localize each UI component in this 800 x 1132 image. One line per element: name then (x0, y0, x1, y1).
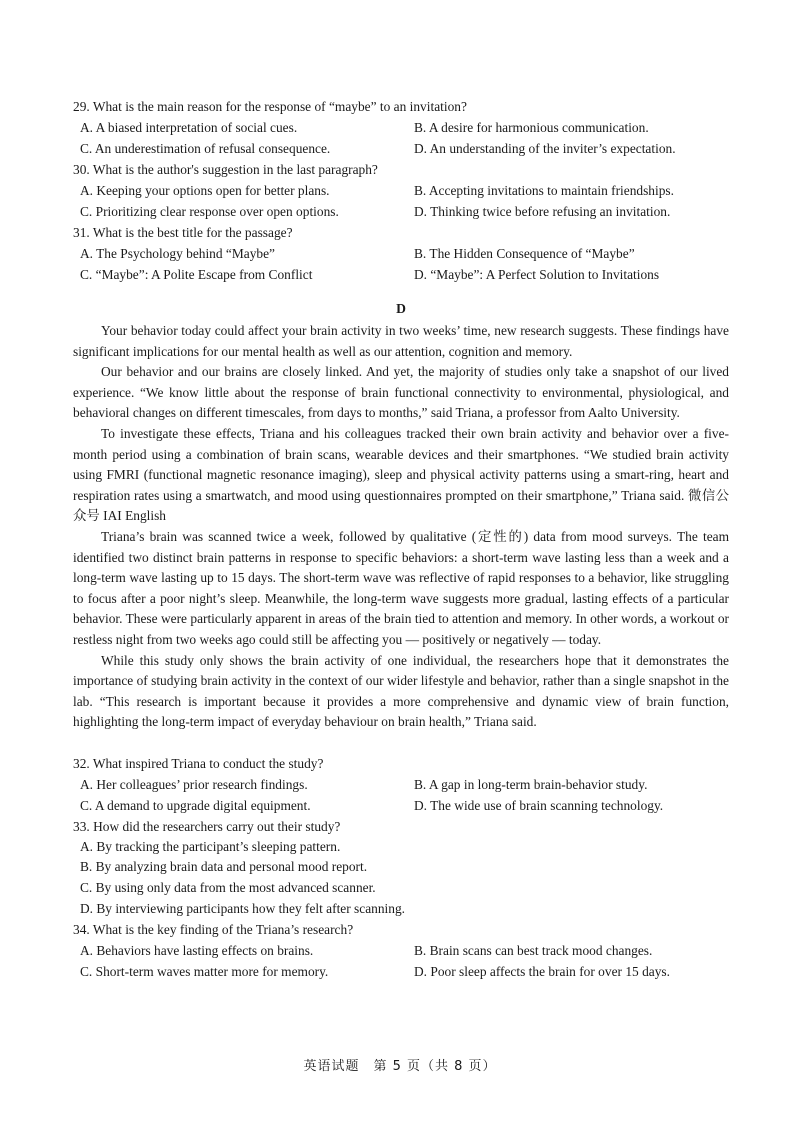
option-33-c: C. By using only data from the most advanced scanner. (80, 880, 376, 896)
passage-paragraph: Our behavior and our brains are closely linked. And yet, the majority of studies only take a snapshot of our lived experience. “We know little about the response of brain functional connectivity to environmental, physiological, and behavioral changes on different timescales, from days to months,” said Triana, a professor from Aalto University. (73, 364, 729, 421)
option-31-b: B. The Hidden Consequence of “Maybe” (414, 246, 635, 261)
option-32-d: D. The wide use of brain scanning technology. (414, 797, 664, 813)
option-30-d: D. Thinking twice before refusing an invitation. (414, 204, 671, 219)
option-29-a: A. A biased interpretation of social cues. (80, 120, 298, 135)
question-31-stem: 31. What is the best title for the passage? (73, 225, 293, 240)
option-29-d: D. An understanding of the inviter’s expectation. (414, 141, 676, 156)
question-30-options (73, 180, 729, 222)
option-34-b: B. Brain scans can best track mood changes. (414, 943, 653, 959)
page-footer: 英语试题 第 5 页（共 8 页） (303, 1059, 497, 1074)
option-33-d: D. By interviewing participants how they felt after scanning. (80, 900, 406, 916)
option-32-a: A. Her colleagues’ prior research findings. (80, 776, 308, 792)
option-34-a: A. Behaviors have lasting effects on brains. (80, 943, 314, 959)
question-31-options (73, 243, 729, 285)
passage-paragraph: Triana’s brain was scanned twice a week, followed by qualitative (定性的) data from mood surveys. The team identified two distinct brain patterns in response to specific behaviors: a short-term wave lasting less than a week and a long-term wave lasting up to 15 days. The short-term wave was reflective of rapid responses to a behavior, like struggling to focus after a poor night’s sleep. Meanwhile, the long-term wave suggests more gradual, lasting effects of a particular behavior. These were particularly apparent in areas of the brain tied to attention and memory. In other words, a workout or restless night from two weeks ago could still be affecting you — positively or negatively — today. (73, 528, 729, 647)
question-34-stem: 34. What is the key finding of the Triana’s research? (73, 922, 354, 938)
option-29-c: C. An underestimation of refusal consequence. (80, 141, 331, 156)
question-29-options (73, 117, 729, 159)
option-31-a: A. The Psychology behind “Maybe” (80, 246, 275, 261)
passage-paragraph: While this study only shows the brain activity of one individual, the researchers hope that it demonstrates the importance of studying brain activity in the context of our wider lifestyle and behavior, rather than a single snapshot in the lab. “This research is important because it provides a more comprehensive and dynamic view of brain function, highlighting the long-term impact of everyday behaviour on brain health,” Triana said. (73, 652, 729, 730)
question-34-options (73, 940, 729, 982)
option-32-b: B. A gap in long-term brain-behavior study. (414, 776, 648, 792)
option-29-b: B. A desire for harmonious communication. (414, 120, 649, 135)
option-30-b: B. Accepting invitations to maintain friendships. (414, 183, 674, 198)
exam-page (73, 96, 729, 982)
section-heading: D (396, 301, 406, 316)
option-32-c: C. A demand to upgrade digital equipment. (80, 797, 311, 813)
question-33-stem: 33. How did the researchers carry out their study? (73, 818, 341, 834)
question-32-stem: 32. What inspired Triana to conduct the study? (73, 755, 324, 771)
passage-paragraph: Your behavior today could affect your brain activity in two weeks’ time, new research suggests. These findings have significant implications for our mental health as well as our attention, cognition and memory. (73, 323, 729, 359)
option-30-a: A. Keeping your options open for better plans. (80, 183, 330, 198)
option-33-b: B. By analyzing brain data and personal mood report. (80, 859, 368, 875)
question-30-stem: 30. What is the author's suggestion in the last paragraph? (73, 162, 378, 177)
option-31-d: D. “Maybe”: A Perfect Solution to Invitations (414, 267, 660, 282)
passage-paragraph: To investigate these effects, Triana and his colleagues tracked their own brain activity and behavior over a five-month period using a combination of brain scans, wearable devices and their smartphones. “We studied brain activity using FMRI (functional magnetic resonance imaging), sleep and physical activity patterns using a smart-ring, heart and respiration rates using a smartwatch, and mood using questionnaires prompted on their smartphone,” Triana said. 微信公众号 IAI English (73, 425, 729, 524)
option-30-c: C. Prioritizing clear response over open options. (80, 204, 339, 219)
option-31-c: C. “Maybe”: A Polite Escape from Conflict (80, 267, 313, 282)
option-33-a: A. By tracking the participant’s sleeping pattern. (80, 838, 341, 854)
option-34-c: C. Short-term waves matter more for memory. (80, 964, 329, 980)
option-34-d: D. Poor sleep affects the brain for over 15 days. (414, 964, 670, 980)
question-32-options (73, 774, 729, 816)
question-29-stem: 29. What is the main reason for the response of “maybe” to an invitation? (73, 99, 467, 114)
question-33-options (73, 837, 729, 919)
